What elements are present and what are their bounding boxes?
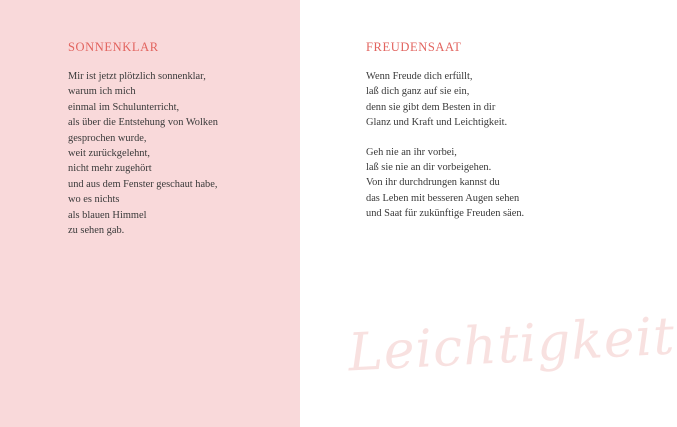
- poem-line: wo es nichts: [68, 194, 120, 206]
- poem-line: laß sie nie an dir vorbeigehen.: [366, 162, 492, 174]
- poem-line: Glanz und Kraft und Leichtigkeit.: [366, 117, 508, 129]
- poem-line: nicht mehr zugehört: [68, 163, 152, 175]
- poem-line: laß dich ganz auf sie ein,: [366, 86, 470, 98]
- poem-line: und aus dem Fenster geschaut habe,: [68, 178, 218, 190]
- poem-freudensaat: [366, 69, 600, 222]
- poem-line: gesprochen wurde,: [68, 132, 147, 144]
- poem-line: warum ich mich: [68, 86, 136, 98]
- stanza: [68, 69, 300, 238]
- poem-line: Mir ist jetzt plötzlich sonnenklar,: [68, 71, 206, 82]
- left-page: [0, 0, 300, 427]
- poem-line: zu sehen gab.: [68, 225, 125, 237]
- poem-line: Von ihr durchdrungen kannst du: [366, 177, 500, 189]
- leichtigkeit-watermark: Leichtigkeit: [346, 306, 677, 384]
- poem-line: Wenn Freude dich erfüllt,: [366, 71, 473, 82]
- poem-line: einmal im Schulunterricht,: [68, 101, 180, 113]
- stanza: [366, 145, 600, 222]
- poem-line: Geh nie an ihr vorbei,: [366, 146, 457, 158]
- poem-line: denn sie gibt dem Besten in dir: [366, 101, 496, 113]
- poem-line: weit zurückgelehnt,: [68, 148, 150, 160]
- poem-line: das Leben mit besseren Augen sehen: [366, 192, 520, 204]
- poem-line: als über die Entstehung von Wolken: [68, 117, 218, 129]
- poem-title-sonnenklar: SONNENKLAR: [68, 40, 159, 54]
- poem-title-freudensaat: FREUDENSAAT: [366, 40, 462, 54]
- poem-line: als blauen Himmel: [68, 209, 147, 221]
- poem-line: und Saat für zukünftige Freuden säen.: [366, 208, 525, 220]
- right-page: [300, 0, 677, 427]
- stanza: [366, 69, 600, 131]
- poem-sonnenklar: [68, 69, 300, 238]
